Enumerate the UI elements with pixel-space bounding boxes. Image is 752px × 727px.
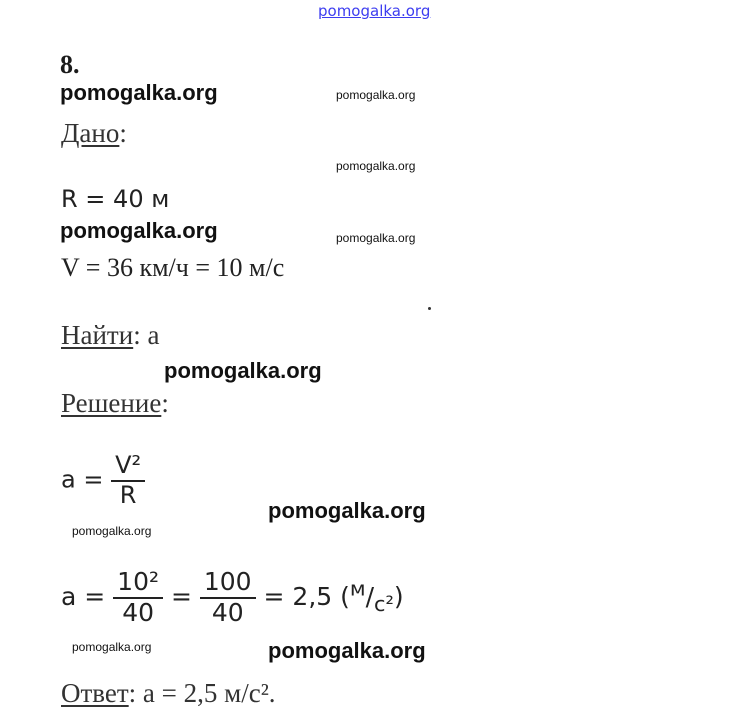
watermark: pomogalka.org [72, 640, 152, 654]
answer-heading [61, 678, 276, 709]
unit-denominator: с² [374, 591, 394, 616]
unit-separator: / [365, 581, 375, 611]
watermark: pomogalka.org [336, 88, 416, 102]
given-radius: R = 40 м [61, 185, 170, 213]
calc-close-paren: ) [393, 581, 404, 611]
problem-number: 8. [60, 50, 80, 79]
watermark: pomogalka.org [268, 498, 426, 523]
calc-lhs: a = [61, 581, 114, 611]
formula-denominator: R [119, 480, 137, 509]
solution-heading [61, 388, 169, 419]
given-heading-label: Дано [61, 118, 120, 148]
find-heading-label: Найти [61, 320, 134, 350]
calculation-line [61, 568, 404, 628]
speck [428, 307, 431, 310]
find-heading [61, 320, 159, 351]
calc-fraction-2-den: 40 [211, 597, 244, 627]
formula-line [61, 452, 145, 509]
calc-fraction-1-num: 10² [117, 567, 160, 596]
watermark: pomogalka.org [72, 524, 152, 538]
watermark: pomogalka.org [164, 358, 322, 383]
formula-lhs: a = [61, 465, 112, 494]
watermark: pomogalka.org [268, 638, 426, 663]
answer-heading-label: Ответ [61, 678, 129, 708]
watermark-top-link[interactable]: pomogalka.org [318, 2, 431, 20]
watermark: pomogalka.org [336, 231, 416, 245]
unit-numerator: м [349, 576, 366, 601]
calc-result: = 2,5 ( [255, 581, 350, 611]
formula-numerator: V² [115, 451, 142, 479]
calc-fraction-1-den: 40 [122, 597, 154, 627]
formula-fraction [111, 452, 145, 509]
find-target: : a [133, 320, 160, 350]
given-heading [61, 118, 127, 149]
calc-fraction-2-num: 100 [203, 567, 252, 596]
watermark: pomogalka.org [60, 218, 218, 243]
calc-equals: = [163, 581, 200, 611]
watermark: pomogalka.org [336, 159, 416, 173]
solution-colon: : [161, 388, 169, 418]
answer-text: : a = 2,5 м/с². [128, 678, 276, 708]
calc-fraction-2 [200, 568, 256, 628]
given-velocity: V = 36 км/ч = 10 м/с [61, 253, 285, 282]
watermark: pomogalka.org [60, 80, 218, 105]
calc-fraction-1 [113, 568, 163, 628]
given-colon: : [119, 118, 127, 148]
solution-heading-label: Решение [61, 388, 162, 418]
